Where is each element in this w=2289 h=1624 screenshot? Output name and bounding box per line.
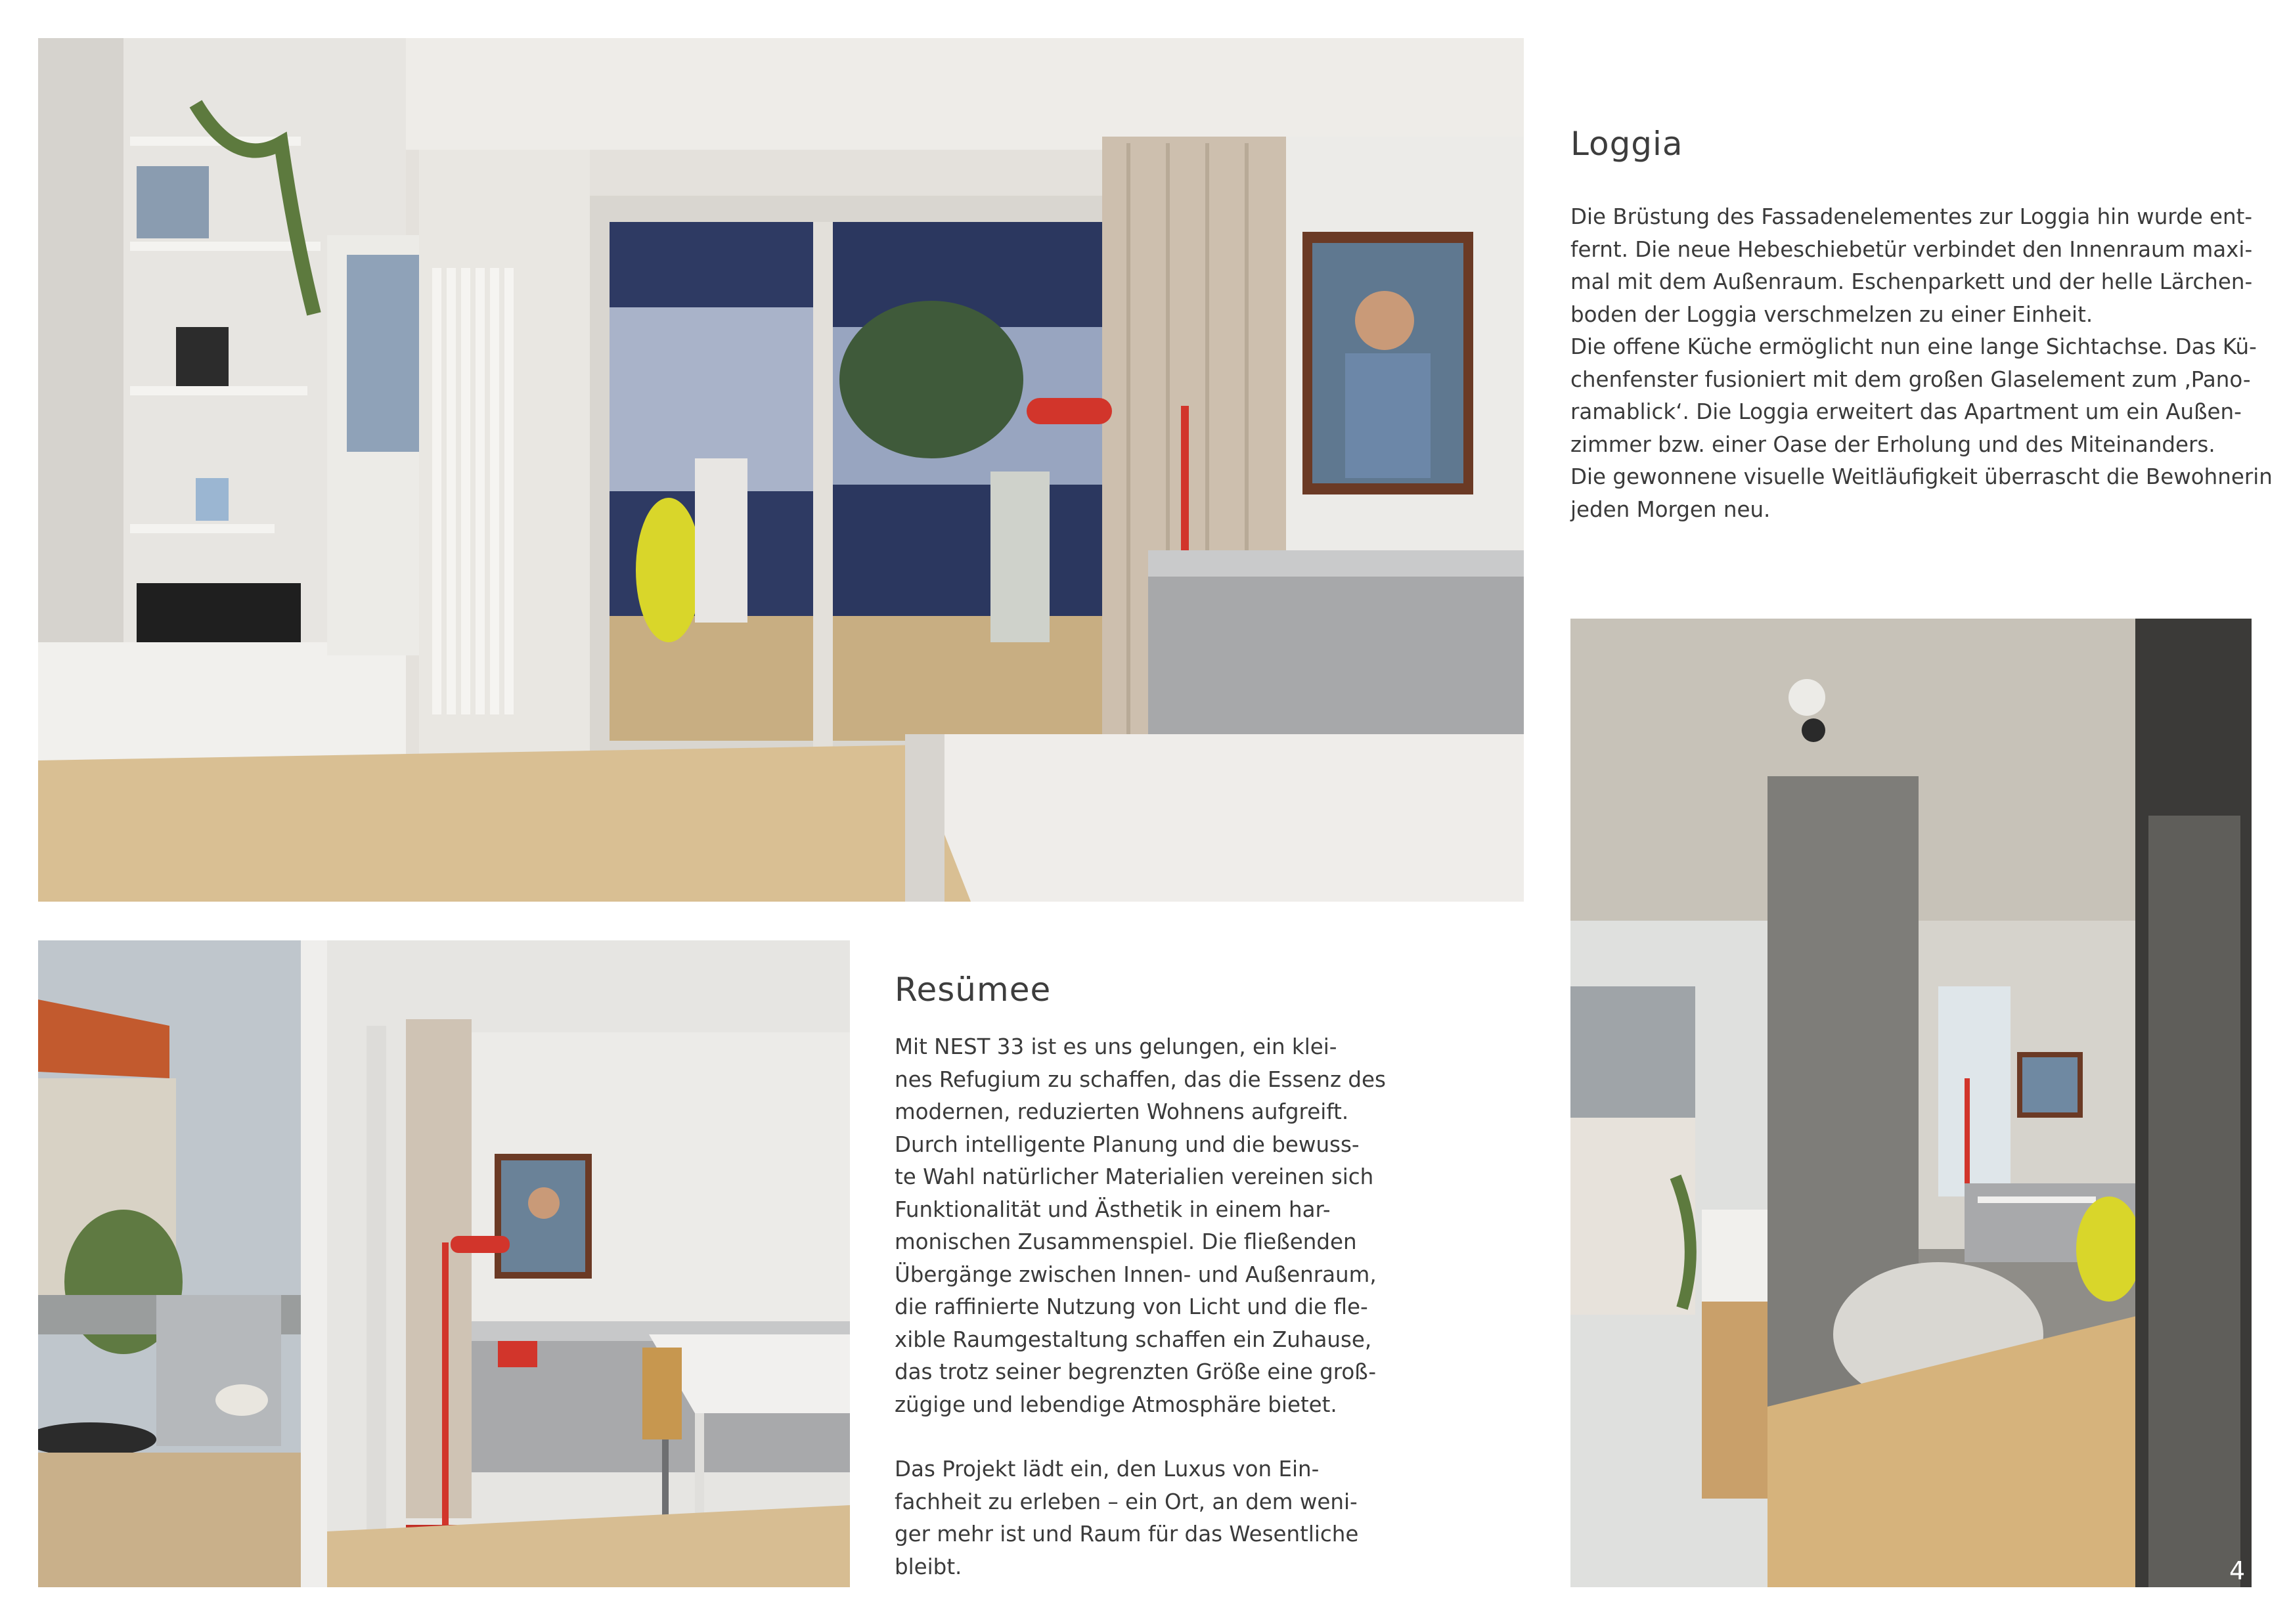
text-line: fernt. Die neue Hebeschiebetür verbindet den Innenraum maxi- [1570, 236, 2253, 262]
loggia-text [1570, 201, 2273, 526]
text-line: chenfenster fusioniert mit dem großen Glaselement zum ‚Pano- [1570, 366, 2251, 392]
text-line: Übergänge zwischen Innen- und Außenraum, [895, 1262, 1377, 1287]
text-line: ramablick‘. Die Loggia erweitert das Apartment um ein Außen- [1570, 399, 2242, 424]
paragraph-gap [895, 1421, 1374, 1453]
text-line: mal mit dem Außenraum. Eschenparkett und der helle Lärchen- [1570, 269, 2253, 294]
text-line: boden der Loggia verschmelzen zu einer Einheit. [1570, 301, 2093, 327]
text-line: zügige und lebendige Atmosphäre bietet. [895, 1392, 1337, 1417]
photo-hallway-view [1570, 619, 2252, 1587]
text-line: nes Refugium zu schaffen, das die Essenz des [895, 1066, 1386, 1092]
page-number: 4 [2229, 1556, 2246, 1585]
text-line: monischen Zusammenspiel. Die fließenden [895, 1229, 1357, 1254]
text-line: jeden Morgen neu. [1570, 496, 1771, 522]
text-line: te Wahl natürlicher Materialien vereinen sich [895, 1164, 1374, 1189]
text-line: Durch intelligente Planung und die bewuss- [895, 1131, 1360, 1157]
text-line: Das Projekt lädt ein, den Luxus von Ein- [895, 1457, 1320, 1481]
text-line: fachheit zu erleben – ein Ort, an dem weni- [895, 1489, 1358, 1514]
text-line: xible Raumgestaltung schaffen ein Zuhause, [895, 1327, 1372, 1352]
text-line: Mit NEST 33 ist es uns gelungen, ein klei- [895, 1034, 1337, 1059]
text-line: Die offene Küche ermöglicht nun eine lange Sichtachse. Das Kü- [1570, 334, 2257, 359]
resumee-heading: Resümee [895, 971, 1052, 1009]
photo-living-room-loggia [38, 38, 1524, 902]
text-line: das trotz seiner begrenzten Größe eine groß- [895, 1359, 1377, 1384]
resumee-text [895, 1031, 1386, 1583]
text-line: Die gewonnene visuelle Weitläufigkeit überrascht die Bewohnerin [1570, 464, 2273, 489]
text-line: Funktionalität und Ästhetik in einem har- [895, 1196, 1331, 1222]
text-line: zimmer bzw. einer Oase der Erholung und des Miteinanders. [1570, 431, 2215, 457]
photo-office-corner [38, 940, 850, 1587]
loggia-heading: Loggia [1570, 125, 1683, 163]
text-line: Die Brüstung des Fassadenelementes zur Loggia hin wurde ent- [1570, 204, 2253, 229]
text-line: bleibt. [895, 1554, 962, 1579]
text-line: modernen, reduzierten Wohnens aufgreift. [895, 1099, 1349, 1124]
text-line: ger mehr ist und Raum für das Wesentliche [895, 1522, 1359, 1547]
text-line: die raffinierte Nutzung von Licht und die fle- [895, 1294, 1368, 1319]
